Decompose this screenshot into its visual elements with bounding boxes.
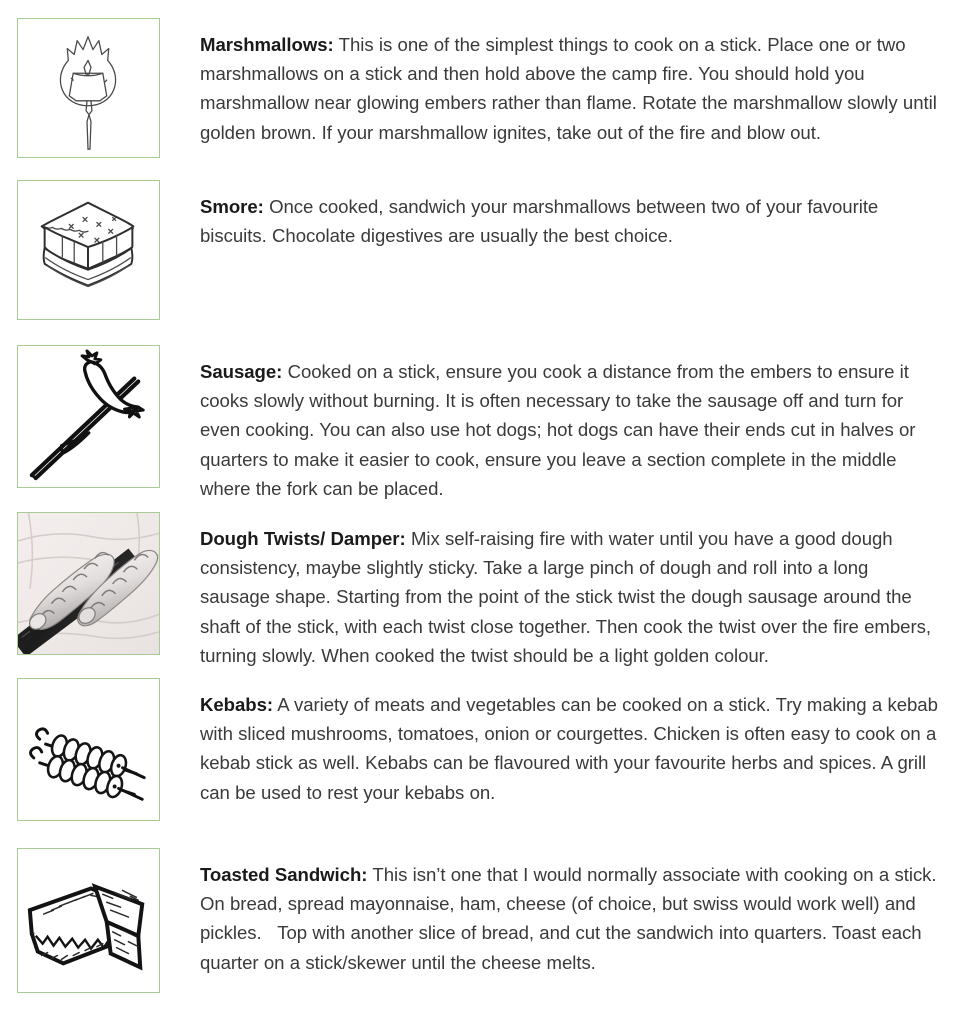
recipe-row-kebabs bbox=[0, 678, 963, 823]
recipe-text-dough-twists bbox=[200, 524, 942, 670]
recipe-row-smore bbox=[0, 180, 963, 325]
recipe-text-sausage bbox=[200, 357, 942, 503]
recipe-text-marshmallows bbox=[200, 30, 942, 147]
recipe-text-kebabs bbox=[200, 690, 942, 807]
toasted-sandwich-halves-icon bbox=[17, 848, 160, 993]
recipe-text-toasted-sandwich bbox=[200, 860, 942, 977]
recipe-body-part2: Top with another slice of bread, and cut the sandwich into quarters. Toast each quarter on a stick/skewer until the cheese melts. bbox=[200, 922, 922, 973]
recipe-term: Sausage: bbox=[200, 361, 283, 382]
recipe-body: A variety of meats and vegetables can be cooked on a stick. Try making a kebab with sliced mushrooms, tomatoes, onion or courgettes. Chicken is often easy to cook on a kebab stick as well. Kebabs can be flavoured with your favourite herbs and spices. A grill can be used to rest your kebabs on. bbox=[200, 694, 938, 803]
recipe-term: Kebabs: bbox=[200, 694, 274, 715]
recipe-term: Dough Twists/ Damper: bbox=[200, 528, 406, 549]
recipe-body: Cooked on a stick, ensure you cook a distance from the embers to ensure it cooks slowly without burning. It is often necessary to take the sausage off and turn for even cooking. You can also use hot dogs; hot dogs can have their ends cut in halves or quarters to make it easier to cook, ensure you leave a section complete in the middle where the fork can be placed. bbox=[200, 361, 916, 499]
recipe-text-smore bbox=[200, 192, 942, 250]
recipe-term: Toasted Sandwich: bbox=[200, 864, 368, 885]
recipe-body: Once cooked, sandwich your marshmallows between two of your favourite biscuits. Chocolate digestives are usually the best choice. bbox=[200, 196, 879, 247]
recipe-body-gap bbox=[262, 922, 278, 943]
recipe-body: This is one of the simplest things to cook on a stick. Place one or two marshmallows on a stick and then hold above the camp fire. You should hold you marshmallow near glowing embers rather than flame. Rotate the marshmallow slowly until golden brown. If your marshmallow ignites, take out of the fire and blow out. bbox=[200, 34, 937, 143]
recipe-body: Mix self-raising fire with water until you have a good dough consistency, maybe slightly sticky. Take a large pinch of dough and roll into a long sausage shape. Starting from the point of the stick twist the dough sausage around the shaft of the stick, with each twist close together. Then cook the twist over the fire embers, turning slowly. When cooked the twist should be a light golden colour. bbox=[200, 528, 931, 666]
kebab-skewers-icon bbox=[17, 678, 160, 821]
dough-twists-on-grill-icon bbox=[17, 512, 160, 655]
recipe-row-toasted-sandwich bbox=[0, 848, 963, 996]
marshmallow-on-stick-flaming-icon bbox=[17, 18, 160, 158]
recipe-term: Smore: bbox=[200, 196, 264, 217]
recipe-term: Marshmallows: bbox=[200, 34, 334, 55]
recipe-row-sausage bbox=[0, 345, 963, 499]
smore-sandwich-icon bbox=[17, 180, 160, 320]
recipe-row-dough-twists bbox=[0, 512, 963, 666]
recipe-row-marshmallows bbox=[0, 18, 963, 168]
recipe-body-part1: This isn’t one that I would normally associate with cooking on a stick. On bread, spread mayonnaise, ham, cheese (of choice, but swiss would work well) and pickles. bbox=[200, 864, 937, 944]
sausage-on-forked-stick-icon bbox=[17, 345, 160, 488]
